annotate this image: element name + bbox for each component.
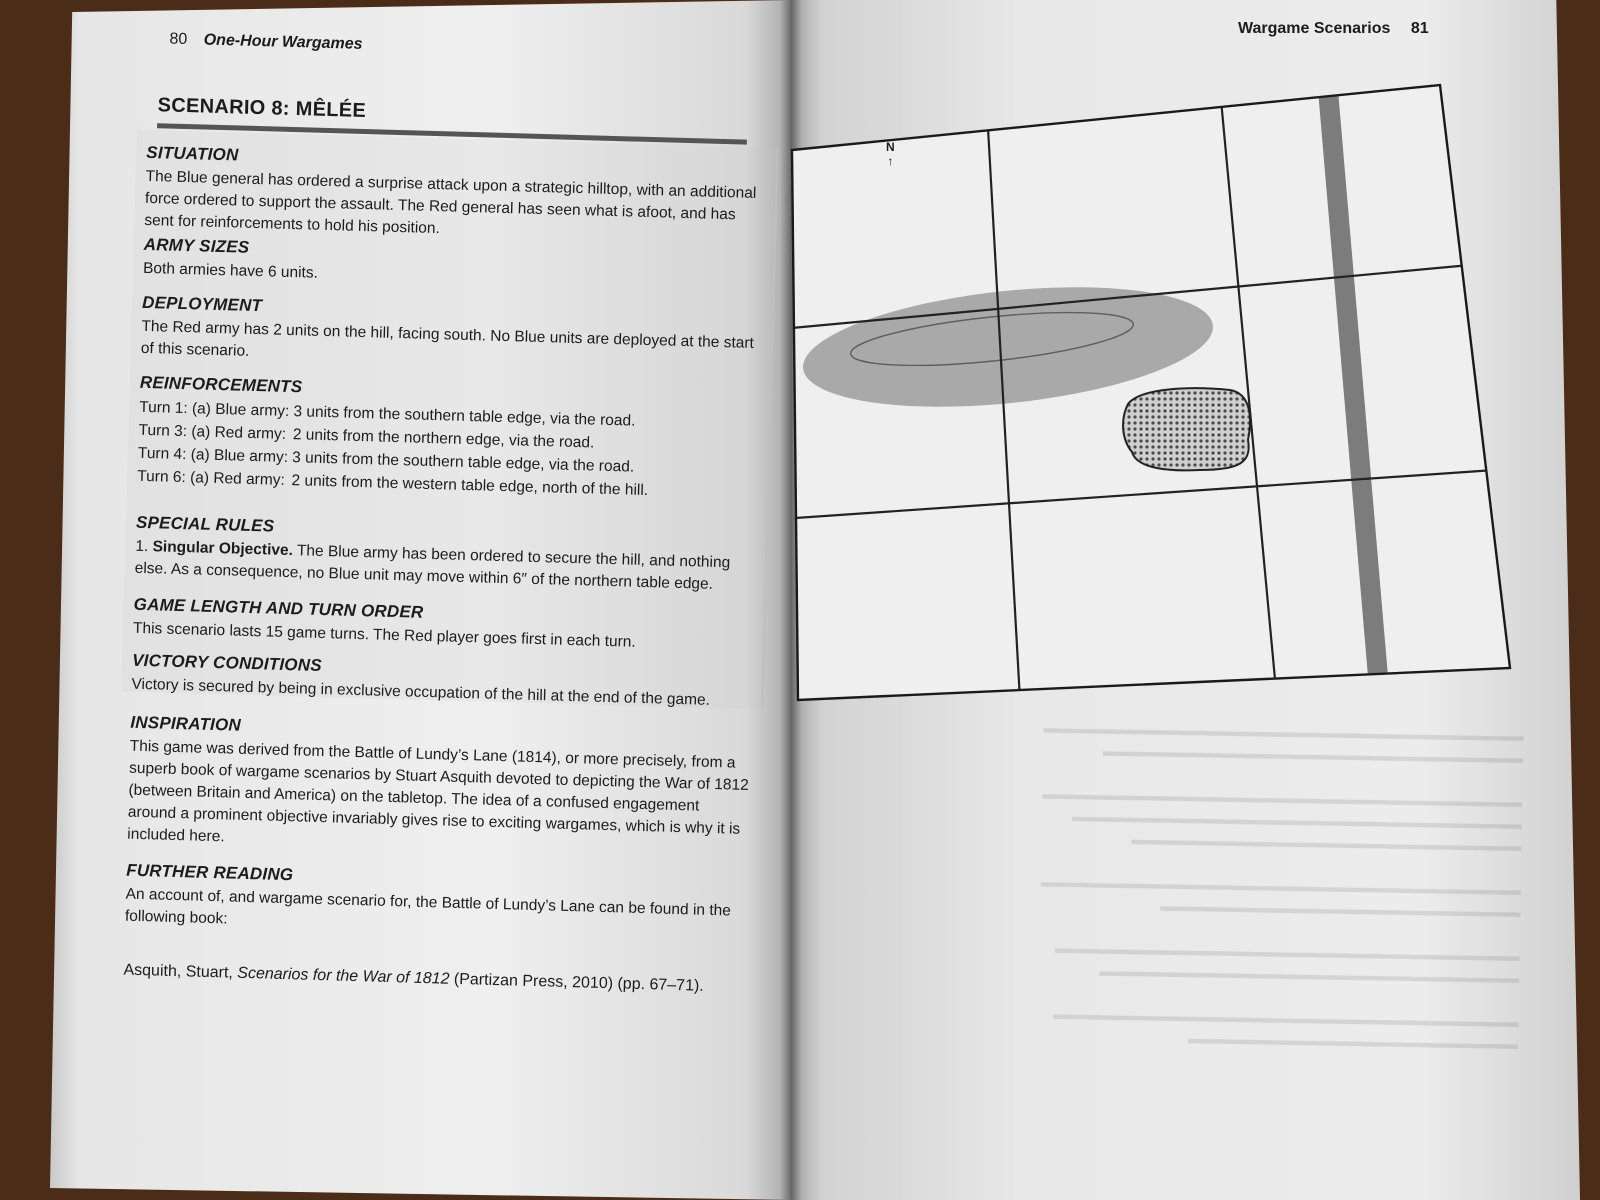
woods [1123, 388, 1250, 470]
reinforcements-heading: REINFORCEMENTS [139, 372, 303, 397]
running-head-title: Wargame Scenarios [1238, 20, 1391, 37]
inspiration-section [127, 712, 750, 863]
reinforcement-text: 3 units from the southern table edge, via the road. [291, 449, 635, 476]
reinforcement-turn: Turn 3: (a) Red army: [138, 421, 287, 443]
situation-section [144, 142, 766, 249]
right-page-content [790, 0, 1580, 1200]
rule-name: Singular Objective. [152, 538, 294, 560]
game-length-text: This scenario lasts 15 game turns. The Red player goes first in each turn. [132, 619, 636, 651]
reference-details: (Partizan Press, 2010) (pp. 67–71). [453, 970, 704, 995]
game-length-heading: GAME LENGTH AND TURN ORDER [133, 594, 424, 622]
left-page-number: 80 [169, 30, 188, 49]
inspiration-text: This game was derived from the Battle of Lundy’s Lane (1814), or more precisely, from a superb book of wargame scenarios by Stuart Asquith devoted to depicting the War of 1812 (between Britain and America) on the tabletop. The idea of a confused engagement around a prominent objective invariably gives rise to exciting wargames, which is why it is included here. [127, 737, 749, 846]
further-reading-text: An account of, and wargame scenario for, the Battle of Lundy’s Lane can be found in the following book: [124, 885, 732, 928]
right-page-number: 81 [1410, 20, 1429, 37]
army-sizes-text: Both armies have 6 units. [142, 259, 319, 282]
reinforcement-text: 3 units from the southern table edge, via the road. [293, 403, 636, 430]
north-arrow-icon: ↑ [887, 154, 894, 168]
victory-heading: VICTORY CONDITIONS [131, 650, 323, 675]
victory-text: Victory is secured by being in exclusive occupation of the hill at the end of the game. [131, 675, 711, 709]
reinforcement-turn: Turn 4: (a) Blue army: [137, 444, 289, 466]
scenario-title: SCENARIO 8: MÊLÉE [157, 94, 748, 144]
reinforcement-turn: Turn 1: (a) Blue army: [138, 398, 290, 420]
compass-label: N [886, 140, 895, 154]
show-through-text: ▬▬▬▬▬▬▬▬▬▬▬▬▬▬▬▬▬▬▬▬▬▬▬▬▬▬▬▬▬▬▬▬ ▬▬▬▬▬▬▬▬▬▬▬▬▬▬▬▬▬▬▬▬▬▬▬▬▬▬▬▬ ▬▬▬▬▬▬▬▬▬▬▬▬▬▬▬▬▬▬▬▬▬▬▬▬▬▬▬▬▬▬▬▬ ▬▬▬▬▬▬▬▬▬▬▬▬▬▬▬▬▬▬▬▬▬▬▬▬▬▬▬▬▬▬ ▬▬▬▬▬▬▬▬▬▬▬▬▬▬▬▬▬▬▬▬▬▬▬▬▬▬ ▬▬▬▬▬▬▬▬▬▬▬▬▬▬▬▬▬▬▬▬▬▬▬▬▬▬▬▬▬▬▬▬ ▬▬▬▬▬▬▬▬▬▬▬▬▬▬▬▬▬▬▬▬▬▬▬▬ ▬▬▬▬▬▬▬▬▬▬▬▬▬▬▬▬▬▬▬▬▬▬▬▬▬▬▬▬▬▬▬ ▬▬▬▬▬▬▬▬▬▬▬▬▬▬▬▬▬▬▬▬▬▬▬▬▬▬▬▬ ▬▬▬▬▬▬▬▬▬▬▬▬▬▬▬▬▬▬▬▬▬▬▬▬▬▬▬▬▬▬▬ ▬▬▬▬▬▬▬▬▬▬▬▬▬▬▬▬▬▬▬▬▬▬ [1040, 719, 1524, 1054]
rule-text: The Blue army has been ordered to secure the hill, and nothing else. As a consequence, no Blue unit may move within 6″ of the northern table edge. [134, 542, 731, 593]
reference-author: Asquith, Stuart, [123, 961, 234, 982]
reference-entry [123, 960, 743, 999]
situation-heading: SITUATION [146, 142, 239, 165]
reinforcement-text: 2 units from the western table edge, north of the hill. [291, 472, 649, 500]
army-sizes-heading: ARMY SIZES [143, 234, 250, 257]
compass [886, 140, 895, 168]
left-page-content [50, 20, 759, 1099]
inspiration-heading: INSPIRATION [130, 712, 242, 735]
situation-text: The Blue general has ordered a surprise attack upon a strategic hilltop, with an additional force ordered to support the assault. The Red general has seen what is afoot, and has sent for reinforcements to hold his position. [144, 167, 757, 238]
deployment-text: The Red army has 2 units on the hill, facing south. No Blue units are deployed at the start of this scenario. [140, 317, 755, 360]
reinforcements-section [137, 372, 760, 505]
special-rules-heading: SPECIAL RULES [135, 512, 275, 536]
book-title: One-Hour Wargames [203, 31, 363, 53]
deployment-heading: DEPLOYMENT [141, 292, 263, 316]
battlefield-map [790, 0, 1580, 720]
reinforcement-turn: Turn 6: (a) Red army: [137, 467, 286, 489]
further-reading-heading: FURTHER READING [126, 860, 294, 885]
rule-number: 1. [135, 537, 149, 556]
reinforcement-text: 2 units from the northern edge, via the road. [292, 426, 595, 452]
further-reading-section [125, 860, 747, 945]
left-running-head [169, 31, 363, 54]
reference-title: Scenarios for the War of 1812 [237, 964, 450, 988]
